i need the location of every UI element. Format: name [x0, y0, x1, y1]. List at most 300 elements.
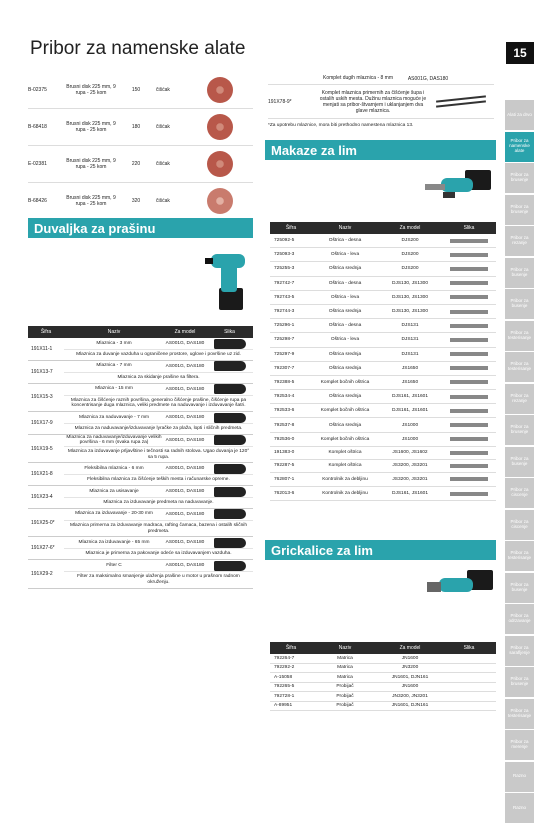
disc-material: čišćak	[156, 198, 170, 204]
side-tab: Pribor za brusenje	[505, 667, 534, 697]
nibbler-row	[270, 692, 496, 702]
disc-grit: 220	[131, 161, 141, 167]
blade-icon	[450, 451, 488, 455]
dust-item-model: AS001G, DAS180	[165, 489, 205, 494]
section-shears: Makaze za lim	[265, 140, 496, 160]
disc-desc: Brusni disk 225 mm, 9 rupa - 25 kom	[66, 158, 116, 170]
shear-name: Komplet bočnih oštrica	[320, 436, 370, 442]
blade-icon	[450, 492, 488, 496]
dust-item-image	[206, 435, 253, 445]
nozzle-icon	[214, 435, 246, 445]
shear-image	[442, 310, 496, 314]
dust-item-name: Fleksibilna mlaznica - 6 mm	[84, 465, 144, 471]
nibbler-code: 792265-5	[274, 684, 295, 690]
nozzle-icon	[214, 561, 246, 571]
side-tab: Pribor za ciscenje	[505, 510, 534, 540]
shear-row	[270, 418, 496, 432]
shear-image	[442, 324, 496, 328]
section-nibbler: Grickalice za lim	[265, 540, 496, 560]
dust-item-name: Mlaznica za naduvavanje/izduvavanje velikih površina - 6 mm (svaka rupa za)	[66, 434, 162, 446]
blade-icon	[450, 477, 488, 481]
shear-model: DJS131	[401, 351, 419, 357]
shear-image	[442, 267, 496, 271]
dust-item-model: AS001G, DAS180	[165, 415, 205, 420]
dust-desc: Mlaznica za izduvavanje prljavštine i tečnosti sa radnih stolova. Ugao duvanja je 120° sa 5 rupa.	[67, 448, 250, 460]
side-tab: Pribor za rezanje	[505, 226, 534, 256]
side-tab: Pribor za testerisanje	[505, 541, 534, 571]
dust-item-image	[206, 339, 253, 349]
shear-name: Oštrica srednja	[328, 394, 362, 400]
side-tab: Pribor za merenje	[505, 730, 534, 760]
dust-items	[64, 435, 253, 463]
disc-row	[28, 109, 253, 146]
nibbler-row	[270, 664, 496, 674]
shear-model: DJS200	[401, 238, 419, 244]
dust-item-model: AS001G, DAS180	[165, 363, 205, 369]
shear-row	[270, 291, 496, 305]
shear-image	[442, 352, 496, 356]
shear-image	[442, 366, 496, 370]
dust-desc: Mlaznica za čišćenje raznih površina, generalno čišćenje prašine, čišćenje rupa pa koncentrisanje duga mlaznica, veliki predmete na naduvavanje i izduvavanje šatri.	[70, 397, 247, 409]
shear-image	[442, 253, 496, 257]
nibbler-row	[270, 673, 496, 683]
kit-desc: Komplet mlaznica primernih za čišćenje šupa i ostalih uskih mesta. Dužinu mlaznica moguće je menjati sa pribor-štvarnjem i uklanjanjem dva glave mlaznica.	[319, 89, 427, 114]
side-tab: Razno	[505, 793, 534, 823]
shear-model: JS1000	[401, 422, 419, 428]
shear-name: Oštrica - desna	[328, 323, 362, 329]
nibbler-model: JN3200	[401, 665, 419, 671]
shear-image	[442, 239, 496, 243]
dust-item-name: Mlaznica - 15 mm	[95, 386, 133, 392]
kit-note: *Za upotrebu mlaznice, mora biti prethodno namestena mlaznica 13.	[268, 123, 414, 128]
side-tab: Pribor za sarafljenje	[505, 636, 534, 666]
shear-code: 725296-1	[274, 323, 295, 329]
shear-code: 792743-5	[274, 294, 295, 300]
dust-desc: Mlaznica za duvanje vazduha u ograničene prostore, uglove i površine uz zid.	[76, 352, 241, 357]
shear-name: Komplet oštrica	[328, 450, 362, 456]
dust-group	[28, 361, 253, 384]
dust-item-name: Mlaznica za izduvavanje - 20-30 mm	[75, 511, 153, 517]
shear-model: DJS161, JS1601	[391, 408, 428, 414]
shear-code: 792388-5	[274, 379, 295, 385]
shear-name: Kontrolnik za debljinu	[322, 491, 368, 497]
disc-code: E-02381	[28, 161, 47, 167]
nozzle-icon	[214, 487, 246, 497]
shear-code: 725255-3	[274, 266, 295, 272]
dust-item-name: Mlaznica - 7 mm	[96, 363, 132, 369]
dust-item-image	[206, 487, 253, 497]
dust-item	[64, 361, 253, 373]
disc-row	[28, 72, 253, 109]
shear-code: 792534-4	[274, 394, 295, 400]
dust-items	[64, 361, 253, 383]
dust-group	[28, 560, 253, 589]
dust-item-image	[206, 464, 253, 474]
shear-row	[270, 333, 496, 347]
dust-item-name: Mlaznica - 3 mm	[96, 340, 132, 346]
shear-name: Komplet oštrica	[328, 463, 362, 469]
shear-row	[270, 248, 496, 262]
nibbler-header: Šifra Naziv Za model Slika	[270, 642, 496, 654]
shear-image	[442, 409, 496, 413]
disc-desc: Brusni disk 225 mm, 9 rupa - 25 kom	[66, 84, 116, 96]
dust-group	[28, 486, 253, 509]
side-tab: Pribor za rezanje	[505, 384, 534, 414]
shear-model: DJS161, JS1601	[391, 394, 428, 400]
kit-code: 191X78-9*	[268, 98, 292, 105]
side-tab: Pribor za busenje	[505, 258, 534, 288]
shear-name: Oštrica srednja	[328, 351, 362, 357]
side-tab: Pribor za brusenje	[505, 163, 534, 193]
nibbler-name: Probijač	[336, 684, 354, 690]
dust-header: Šifra Naziv Za model Slika	[28, 326, 253, 338]
side-tab: Pribor za busenje	[505, 447, 534, 477]
nozzle-kit	[268, 74, 494, 128]
dust-blower-image	[205, 244, 255, 316]
shear-code: 792744-3	[274, 309, 295, 315]
nibbler-row	[270, 683, 496, 693]
shear-row	[270, 404, 496, 418]
shear-code: 725093-3	[274, 252, 295, 258]
side-tab: Pribor za testerisanje	[505, 352, 534, 382]
dust-code: 191X19-5	[31, 445, 53, 452]
dust-item-image	[206, 384, 253, 394]
shear-row	[270, 319, 496, 333]
shear-name: Oštrica - leva	[330, 337, 360, 343]
shear-image	[442, 395, 496, 399]
shear-model: JS1000	[401, 436, 419, 442]
shear-name: Oštrica - leva	[330, 294, 360, 300]
side-tab: Pribor za brusenje	[505, 195, 534, 225]
side-tab: Pribor za busenje	[505, 573, 534, 603]
nozzle-icon	[214, 464, 246, 474]
shears-header: Šifra Naziv Za model Slika	[270, 222, 496, 234]
dust-code: 191X23-4	[31, 493, 53, 500]
dust-nozzle-table	[28, 326, 253, 589]
shear-name: Oštrica srednja	[328, 309, 362, 315]
blade-icon	[450, 338, 488, 342]
shear-model: JS3200, JS3201	[392, 463, 428, 469]
dust-item-image	[206, 361, 253, 371]
dust-desc: Mlaznica za skidanje prašine sa filtera.	[117, 374, 200, 380]
blade-icon	[450, 295, 488, 299]
dust-items	[64, 486, 253, 508]
kit-model: AS001G, DAS180	[407, 76, 449, 82]
nibbler-model: JN1601, DJN161	[391, 703, 429, 709]
shear-code: 725092-5	[274, 238, 295, 244]
shear-row	[270, 433, 496, 447]
side-tab: Razno	[505, 762, 534, 792]
dust-item	[64, 435, 253, 447]
disc-grit: 150	[131, 87, 141, 93]
shear-model: DJS130, JS1300	[391, 309, 428, 315]
blade-icon	[450, 395, 488, 399]
shear-row	[270, 234, 496, 248]
nibbler-model: JN1601, DJN161	[391, 674, 429, 680]
nozzle-icon	[214, 361, 246, 371]
shear-image	[442, 338, 496, 342]
dust-item-model: AS001G, DAS180	[165, 386, 205, 392]
blade-icon	[450, 409, 488, 413]
shear-code: 762013-6	[274, 491, 295, 497]
dust-desc: Mlaznica za izduvavanje predmeta na naduvavanje.	[103, 500, 214, 505]
disc-image	[200, 188, 240, 214]
shear-model: DJS200	[401, 252, 419, 258]
nozzle-icon	[214, 538, 246, 548]
section-dust-blower: Duvaljka za prašinu	[28, 218, 253, 238]
shear-name: Oštrica srednja	[328, 422, 362, 428]
disc-grit: 180	[131, 124, 141, 130]
side-tab: Pribor za odrzavanje	[505, 604, 534, 634]
blade-icon	[450, 380, 488, 384]
shear-code: 191383-0	[274, 450, 295, 456]
nibbler-image	[425, 564, 495, 614]
shear-image	[442, 492, 496, 496]
side-tab: Pribor za ciscenje	[505, 478, 534, 508]
shears-table	[270, 222, 496, 501]
dust-item-name: Mlaznica za izduvavanje - 65 mm	[78, 539, 150, 545]
discs-table	[28, 72, 253, 220]
shear-model: DJS161, JS1601	[391, 491, 428, 497]
disc-image	[200, 151, 240, 177]
blade-icon	[450, 366, 488, 370]
page-title: Pribor za namenske alate	[30, 38, 246, 59]
side-tab: Pribor za namenske alate	[505, 132, 534, 162]
blade-icon	[450, 423, 488, 427]
nibbler-name: Matrica	[337, 674, 353, 680]
blade-icon	[450, 310, 488, 314]
dust-items	[64, 560, 253, 588]
dust-desc: Fleksibilna mlaznica za čišćenje teških mesta i računarske opreme.	[87, 477, 230, 483]
shear-image	[442, 295, 496, 299]
shear-code: 792287-5	[274, 463, 295, 469]
nibbler-code: 792264-7	[274, 655, 295, 661]
disc-desc: Brusni disk 225 mm, 9 rupa - 25 kom	[66, 195, 116, 207]
blade-icon	[450, 437, 488, 441]
nibbler-code: A-89951	[274, 703, 293, 709]
dust-group	[28, 338, 253, 361]
nibbler-table	[270, 642, 496, 711]
dust-code: 191X25-0*	[31, 519, 55, 526]
dust-item-image	[206, 561, 253, 571]
shear-model: JS1600, JS1602	[392, 450, 428, 456]
shear-code: 792742-7	[274, 280, 295, 286]
shear-row	[270, 473, 496, 487]
shear-image	[442, 464, 496, 468]
shear-code: 762807-1	[274, 476, 295, 482]
shear-model: JS3200, JS3201	[392, 476, 428, 482]
disc-grit: 320	[131, 198, 141, 204]
side-tab: Pribor za testerisanje	[505, 321, 534, 351]
shear-model: DJS131	[401, 337, 419, 343]
dust-group	[28, 435, 253, 464]
dust-items	[64, 537, 253, 559]
kit-image	[428, 98, 494, 105]
shear-image	[442, 281, 496, 285]
dust-group	[28, 463, 253, 486]
dust-item	[64, 486, 253, 498]
shear-row	[270, 487, 496, 501]
dust-item-name: Mlaznica za naduvavanje - 7 mm	[78, 414, 150, 420]
sanding-disc-icon	[207, 77, 233, 103]
shear-name: Oštrica srednja	[328, 266, 362, 272]
dust-group	[28, 384, 253, 413]
dust-item	[64, 384, 253, 396]
dust-group	[28, 509, 253, 538]
dust-item-name: Filter C	[106, 562, 122, 568]
page-number: 15	[506, 42, 534, 64]
shear-code: 725298-7	[274, 337, 295, 343]
blade-icon	[450, 239, 488, 243]
dust-item	[64, 537, 253, 549]
dust-desc: Mlaznica primerna za izduvavanje madraca, rafting čamaca, bazena i ostalih sličnih predmeta.	[69, 522, 248, 534]
shear-code: 725297-9	[274, 351, 295, 357]
nozzle-icon	[214, 384, 246, 394]
shear-image	[442, 380, 496, 384]
blade-icon	[450, 464, 488, 468]
shear-row	[270, 305, 496, 319]
nozzle-icon	[214, 509, 246, 519]
disc-material: čišćak	[156, 124, 170, 130]
nibbler-name: Matrica	[337, 655, 353, 661]
shear-row	[270, 447, 496, 460]
shear-model: JS1650	[401, 379, 419, 385]
nibbler-name: Probijač	[336, 703, 354, 709]
side-tab: Pribor za testerisanje	[505, 699, 534, 729]
nibbler-row	[270, 702, 496, 712]
dust-item	[64, 560, 253, 572]
sanding-disc-icon	[207, 188, 233, 214]
dust-item-model: AS001G, DAS180	[165, 563, 205, 568]
disc-image	[200, 77, 240, 103]
shear-image	[442, 423, 496, 427]
shear-row	[270, 460, 496, 473]
shear-code: 792537-8	[274, 422, 295, 428]
dust-items	[64, 338, 253, 360]
shear-code: 792307-7	[274, 365, 295, 371]
dust-item-model: AS001G, DAS180	[165, 511, 205, 517]
disc-code: B-68426	[28, 198, 47, 204]
shear-image	[442, 451, 496, 455]
shear-row	[270, 376, 496, 390]
dust-code: 191X17-9	[31, 419, 53, 426]
nibbler-row	[270, 654, 496, 664]
shear-model: DJS130, JS1300	[391, 280, 428, 286]
dust-item	[64, 338, 253, 350]
dust-desc: Filter za maksimalno smanjenje ulaženja prašine u motor u prašnom radnom okruženju.	[77, 574, 240, 585]
shear-code: 792533-6	[274, 408, 295, 414]
dust-code: 191X21-8	[31, 471, 53, 478]
shear-model: JS1650	[401, 365, 419, 371]
dust-desc: Mlaznica je primerna za pakovanje odeće sa izduvavanjem vazduha.	[85, 551, 232, 557]
shear-name: Oštrica - leva	[330, 252, 360, 258]
dust-code: 191X15-3	[31, 394, 53, 401]
dust-item-image	[206, 538, 253, 548]
shear-name: Oštrica srednja	[328, 365, 362, 371]
shear-model: DJS131	[401, 323, 419, 329]
shear-row	[270, 390, 496, 404]
dust-item-image	[206, 413, 253, 423]
dust-group	[28, 412, 253, 435]
dust-items	[64, 384, 253, 412]
sanding-disc-icon	[207, 151, 233, 177]
sanding-disc-icon	[207, 114, 233, 140]
shears-image	[425, 164, 495, 214]
shear-row	[270, 362, 496, 376]
nozzle-icon	[214, 413, 246, 423]
shear-row	[270, 348, 496, 362]
nibbler-model: JN1600	[401, 684, 419, 690]
dust-code: 191X29-2	[31, 570, 53, 577]
disc-material: čišćak	[156, 87, 170, 93]
disc-image	[200, 114, 240, 140]
nibbler-name: Probijač	[336, 693, 354, 699]
shear-name: Komplet bočnih oštrica	[320, 408, 370, 414]
blade-icon	[450, 267, 488, 271]
shear-name: Komplet bočnih oštrica	[320, 379, 370, 385]
nozzle-icon	[214, 339, 246, 349]
nibbler-model: JN3200, JN3201	[392, 693, 428, 699]
shear-name: Kontrolnik za debljinu	[322, 476, 368, 482]
dust-items	[64, 412, 253, 434]
dust-item	[64, 463, 253, 475]
blade-icon	[450, 324, 488, 328]
blade-icon	[450, 352, 488, 356]
dust-desc: Mlaznica za naduvavanje/izduvavanje lyračke za plaža, lopti i sličnih predmeta.	[74, 426, 243, 431]
shear-image	[442, 477, 496, 481]
side-tab: Pribor za brusenje	[505, 415, 534, 445]
side-tab: Alati za drvo	[505, 100, 534, 130]
shear-code: 792536-0	[274, 436, 295, 442]
shear-image	[442, 437, 496, 441]
shear-name: Oštrica - desna	[328, 238, 362, 244]
nibbler-model: JN1600	[401, 655, 419, 661]
dust-items	[64, 509, 253, 537]
blade-icon	[450, 253, 488, 257]
nibbler-name: Matrica	[337, 665, 353, 671]
disc-code: B-02375	[28, 87, 47, 93]
nibbler-code: 792292-2	[274, 665, 295, 671]
dust-item-model: AS001G, DAS180	[165, 341, 205, 346]
nibbler-code: 792728-1	[274, 693, 295, 699]
shear-row	[270, 262, 496, 276]
disc-row	[28, 183, 253, 220]
side-tabs	[505, 100, 534, 825]
shear-model: DJS130, JS1300	[391, 294, 428, 300]
shear-name: Oštrica - desna	[328, 280, 362, 286]
dust-item-image	[206, 509, 253, 519]
dust-items	[64, 463, 253, 485]
kit-title: Komplet dugih mlaznica - 8 mm	[322, 75, 394, 82]
dust-code: 191X27-6*	[31, 545, 55, 552]
dust-item-name: Mlaznica za usisavanje	[89, 488, 139, 494]
disc-code: B-68418	[28, 124, 47, 130]
dust-item	[64, 412, 253, 424]
dust-item-model: AS001G, DAS180	[165, 466, 205, 472]
dust-code: 191X11-1	[31, 345, 53, 352]
shear-row	[270, 277, 496, 291]
blade-icon	[450, 281, 488, 285]
dust-item-model: AS001G, DAS180	[165, 540, 205, 546]
side-tab: Pribor za busenje	[505, 289, 534, 319]
dust-group	[28, 537, 253, 560]
dust-code: 191X13-7	[31, 368, 53, 375]
dust-item	[64, 509, 253, 521]
dust-item-model: AS001G, DAS180	[165, 437, 205, 443]
shear-model: DJS200	[401, 266, 419, 272]
disc-material: čišćak	[156, 161, 170, 167]
nibbler-code: A-15058	[274, 674, 293, 680]
